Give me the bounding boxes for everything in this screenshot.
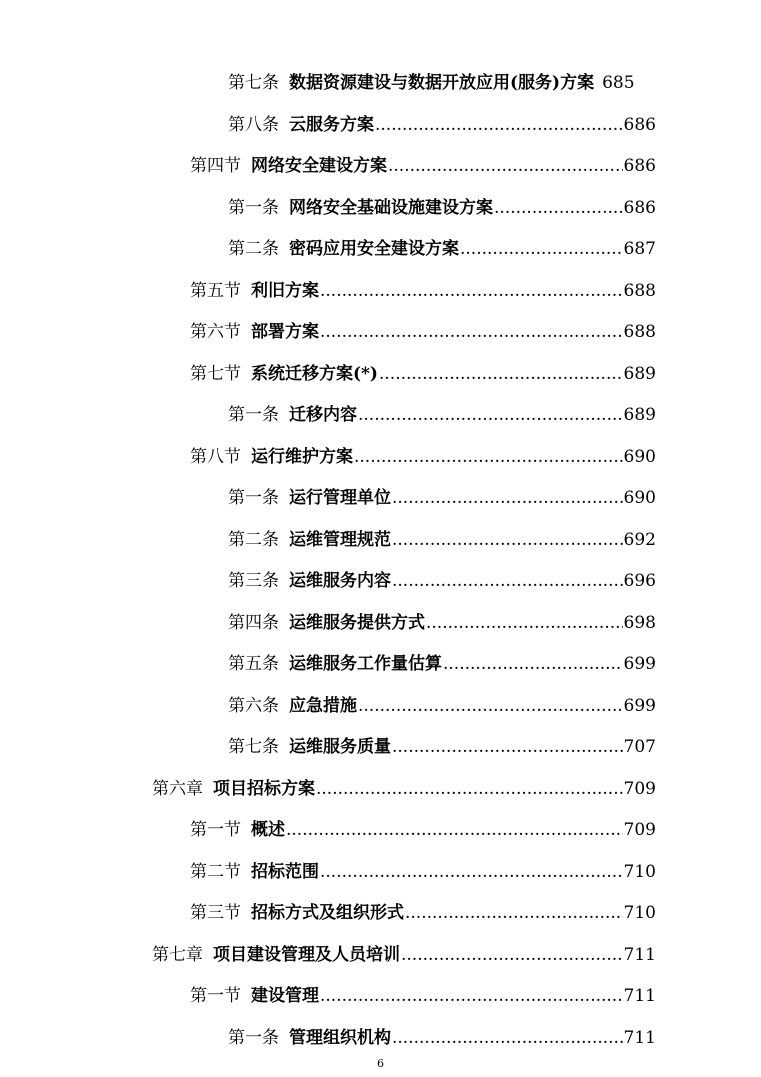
toc-dot-leader (320, 278, 623, 304)
toc-entry-title: 利旧方案 (251, 281, 319, 301)
toc-entry-number: 第一条 (228, 405, 279, 425)
toc-entry-page: 689 (623, 405, 656, 425)
toc-entry-title: 数据资源建设与数据开放应用(服务)方案 (289, 73, 595, 93)
toc-entry-page: 690 (623, 447, 656, 467)
toc-entry-number: 第二条 (228, 239, 279, 259)
toc-entry[interactable] (228, 568, 656, 594)
toc-entry-page: 685 (602, 73, 635, 93)
toc-entry-title: 运行管理单位 (289, 488, 391, 508)
toc-entry[interactable] (228, 693, 656, 719)
toc-entry-page: 707 (623, 737, 656, 757)
toc-dot-leader (460, 236, 623, 262)
toc-dot-leader (392, 1025, 623, 1051)
toc-entry-number: 第一节 (190, 820, 241, 840)
toc-entry-page: 690 (623, 488, 656, 508)
toc-dot-leader (354, 444, 623, 470)
toc-entry[interactable] (228, 236, 656, 262)
toc-dot-leader (405, 900, 623, 926)
toc-dot-leader (320, 319, 623, 345)
toc-entry[interactable] (228, 610, 656, 636)
toc-entry-title: 网络安全基础设施建设方案 (289, 198, 493, 218)
toc-entry-page: 709 (623, 820, 656, 840)
toc-dot-leader (443, 651, 623, 677)
toc-entry-title: 密码应用安全建设方案 (289, 239, 459, 259)
toc-entry[interactable] (152, 942, 656, 968)
toc-entry-page: 709 (623, 779, 656, 799)
toc-dot-leader (392, 734, 623, 760)
toc-dot-leader (320, 859, 623, 885)
toc-entry-title: 建设管理 (251, 986, 319, 1006)
toc-entry-number: 第三条 (228, 571, 279, 591)
toc-dot-leader (401, 942, 623, 968)
toc-entry-number: 第六章 (152, 779, 203, 799)
toc-entry[interactable] (190, 278, 656, 304)
toc-entry-page: 686 (623, 115, 656, 135)
toc-dot-leader (379, 361, 623, 387)
toc-entry-number: 第四节 (190, 156, 241, 176)
toc-entry[interactable] (190, 153, 656, 179)
toc-entry-number: 第二节 (190, 862, 241, 882)
toc-dot-leader (426, 610, 623, 636)
toc-entry-number: 第八条 (228, 115, 279, 135)
toc-entry-number: 第七章 (152, 945, 203, 965)
toc-entry-page: 688 (623, 322, 656, 342)
toc-entry-number: 第五节 (190, 281, 241, 301)
toc-entry-number: 第一条 (228, 1028, 279, 1048)
toc-entry-title: 运维服务内容 (289, 571, 391, 591)
toc-entry[interactable] (190, 983, 656, 1009)
toc-entry-page: 689 (623, 364, 656, 384)
toc-entry-title: 运维服务质量 (289, 737, 391, 757)
toc-dot-leader (375, 112, 623, 138)
toc-entry[interactable] (228, 70, 656, 96)
toc-entry-number: 第二条 (228, 530, 279, 550)
toc-entry[interactable] (228, 402, 656, 428)
toc-entry-page: 686 (623, 156, 656, 176)
toc-entry-page: 711 (623, 945, 656, 965)
toc-entry-title: 网络安全建设方案 (251, 156, 387, 176)
toc-entry-page: 711 (623, 1028, 656, 1048)
toc-dot-leader (392, 527, 623, 553)
toc-dot-leader (358, 402, 623, 428)
toc-entry[interactable] (228, 734, 656, 760)
toc-dot-leader (494, 195, 623, 221)
toc-entry-number: 第八节 (190, 447, 241, 467)
toc-dot-leader (316, 776, 623, 802)
toc-entry-title: 项目招标方案 (213, 779, 315, 799)
page-number: 6 (377, 1057, 384, 1070)
toc-entry-title: 运维服务工作量估算 (289, 654, 442, 674)
toc-entry-page: 696 (623, 571, 656, 591)
toc-entry-page: 710 (623, 903, 656, 923)
toc-entry[interactable] (190, 817, 656, 843)
toc-entry-title: 概述 (251, 820, 285, 840)
toc-entry-page: 711 (623, 986, 656, 1006)
toc-entry-title: 迁移内容 (289, 405, 357, 425)
toc-entry-number: 第五条 (228, 654, 279, 674)
toc-entry-title: 系统迁移方案(*) (251, 364, 378, 384)
toc-entry-title: 应急措施 (289, 696, 357, 716)
toc-entry-page: 698 (623, 613, 656, 633)
toc-entry[interactable] (190, 319, 656, 345)
toc-dot-leader (392, 485, 623, 511)
toc-entry[interactable] (190, 900, 656, 926)
toc-entry[interactable] (228, 195, 656, 221)
toc-entry-page: 710 (623, 862, 656, 882)
toc-entry-page: 699 (623, 696, 656, 716)
toc-entry-title: 招标范围 (251, 862, 319, 882)
toc-dot-leader (320, 983, 623, 1009)
toc-entry-number: 第七条 (228, 737, 279, 757)
toc-entry[interactable] (190, 361, 656, 387)
toc-dot-leader (388, 153, 623, 179)
toc-entry-page: 687 (623, 239, 656, 259)
toc-entry-page: 692 (623, 530, 656, 550)
toc-entry-number: 第一条 (228, 488, 279, 508)
toc-entry-page: 686 (623, 198, 656, 218)
toc-entry[interactable] (152, 776, 656, 802)
toc-entry-title: 项目建设管理及人员培训 (213, 945, 400, 965)
toc-entry[interactable] (190, 859, 656, 885)
toc-entry-number: 第一节 (190, 986, 241, 1006)
toc-entry[interactable] (228, 651, 656, 677)
toc-dot-leader (358, 693, 623, 719)
toc-entry[interactable] (228, 112, 656, 138)
toc-dot-leader (286, 817, 623, 843)
toc-entry-title: 管理组织机构 (289, 1028, 391, 1048)
toc-entry[interactable] (228, 527, 656, 553)
toc-entry-page: 699 (623, 654, 656, 674)
toc-entry-number: 第七节 (190, 364, 241, 384)
toc-dot-leader (392, 568, 623, 594)
toc-entry-number: 第七条 (228, 73, 279, 93)
toc-entry-number: 第三节 (190, 903, 241, 923)
toc-entry-title: 招标方式及组织形式 (251, 903, 404, 923)
toc-entry-page: 688 (623, 281, 656, 301)
toc-entry[interactable] (228, 1025, 656, 1051)
toc-entry-number: 第四条 (228, 613, 279, 633)
toc-entry-number: 第六条 (228, 696, 279, 716)
toc-entry-title: 云服务方案 (289, 115, 374, 135)
toc-entry-title: 运维管理规范 (289, 530, 391, 550)
toc-entry-title: 部署方案 (251, 322, 319, 342)
toc-entry-title: 运维服务提供方式 (289, 613, 425, 633)
toc-entry[interactable] (190, 444, 656, 470)
toc-entry-number: 第一条 (228, 198, 279, 218)
toc-entry-number: 第六节 (190, 322, 241, 342)
toc-entry-title: 运行维护方案 (251, 447, 353, 467)
toc-entry[interactable] (228, 485, 656, 511)
